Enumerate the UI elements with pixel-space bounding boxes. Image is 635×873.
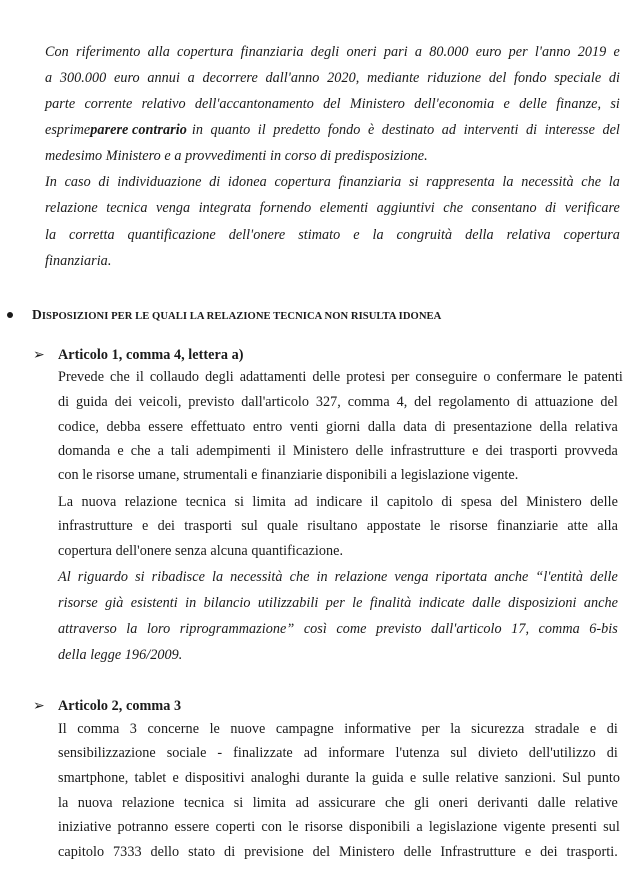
intro-line: Con riferimento alla copertura finanziaria degli oneri pari a 80.000 euro per l'anno 2019 e bbox=[45, 44, 620, 60]
article-1-italic-line: attraverso la loro riprogrammazione” così come previsto dall'articolo 17, comma 6-bis bbox=[58, 621, 618, 637]
article-2-line: smartphone, tablet e dispositivi analoghi durante la guida e sulle relative sanzioni. Sul punto bbox=[58, 770, 620, 786]
article-1-italic-line: della legge 196/2009. bbox=[58, 647, 183, 663]
bullet-icon bbox=[7, 312, 13, 318]
article-1-title: Articolo 1, comma 4, lettera a) bbox=[58, 347, 244, 363]
article-1-line: con le risorse umane, strumentali e finanziarie disponibili a legislazione vigente. bbox=[58, 467, 519, 483]
intro-line: finanziaria. bbox=[45, 253, 112, 269]
article-1-line: codice, debba essere effettuato entro venti giorni dalla data di presentazione della relativa bbox=[58, 419, 618, 435]
article-2-line: capitolo 7333 dello stato di previsione del Ministero delle Infrastrutture e dei trasporti. bbox=[58, 844, 618, 860]
intro-line: a 300.000 euro annui a decorrere dall'anno 2020, mediante riduzione del fondo speciale di bbox=[45, 70, 620, 86]
intro-line4-rest: in quanto il predetto fondo è destinato ad interventi di interesse del bbox=[191, 122, 620, 138]
article-2-line: iniziative potranno essere coperti con le risorse disponibili a legislazione vigente presenti sul bbox=[58, 819, 620, 835]
article-1-line: di guida dei veicoli, previsto dall'articolo 327, comma 4, del regolamento di attuazione del bbox=[58, 394, 618, 410]
article-2-line: la nuova relazione tecnica si limita ad assicurare che gli oneri derivanti dalle relative bbox=[58, 795, 618, 811]
article-2-title: Articolo 2, comma 3 bbox=[58, 698, 182, 714]
intro-line: In caso di individuazione di idonea copertura finanziaria si rappresenta la necessità che la bbox=[45, 174, 620, 190]
intro-line: medesimo Ministero e a provvedimenti in corso di predisposizione. bbox=[45, 148, 428, 164]
article-1-line: domanda e che a tali adempimenti il Ministero delle infrastrutture e dei trasporti provveda bbox=[58, 443, 618, 459]
article-1-italic-line: Al riguardo si ribadisce la necessità che in relazione venga riportata anche “l'entità delle bbox=[58, 569, 618, 585]
article-1-line: Prevede che il collaudo degli adattamenti delle protesi per conseguire o confermare le patenti bbox=[58, 369, 623, 385]
article-1-line: La nuova relazione tecnica si limita ad indicare il capitolo di spesa del Ministero delle bbox=[58, 494, 618, 510]
article-1-italic-line: risorse già esistenti in bilancio utilizzabili per le finalità indicate dalle disposizioni anche bbox=[58, 595, 618, 611]
intro-line-opinion: esprime parere contrario in quanto il predetto fondo è destinato ad interventi di interesse del bbox=[45, 122, 620, 138]
intro-line: parte corrente relativo dell'accantonamento del Ministero dell'economia e delle finanze, si bbox=[45, 96, 620, 112]
article-1-line: copertura dell'onere senza alcuna quantificazione. bbox=[58, 543, 344, 559]
arrow-bullet-icon: ➢ bbox=[33, 347, 45, 363]
article-2-line: sensibilizzazione sociale - finalizzate ad informare l'utenza sul divieto dell'utilizzo di bbox=[58, 745, 618, 761]
section-heading: DISPOSIZIONI PER LE QUALI LA RELAZIONE TECNICA NON RISULTA IDONEA bbox=[32, 307, 442, 322]
article-1-line: infrastrutture e dei trasporti sul quale risultano appostate le risorse finanziarie atte alla bbox=[58, 518, 618, 534]
intro-line: la corretta quantificazione dell'onere stimato e la congruità della relativa copertura bbox=[45, 227, 620, 243]
intro-line: relazione tecnica venga integrata fornendo elementi aggiuntivi che consentano di verificare bbox=[45, 200, 620, 216]
opinion-bold: parere contrario bbox=[90, 122, 187, 138]
arrow-bullet-icon: ➢ bbox=[33, 698, 45, 714]
article-2-line: Il comma 3 concerne le nuove campagne informative per la sicurezza stradale e di bbox=[58, 721, 618, 737]
